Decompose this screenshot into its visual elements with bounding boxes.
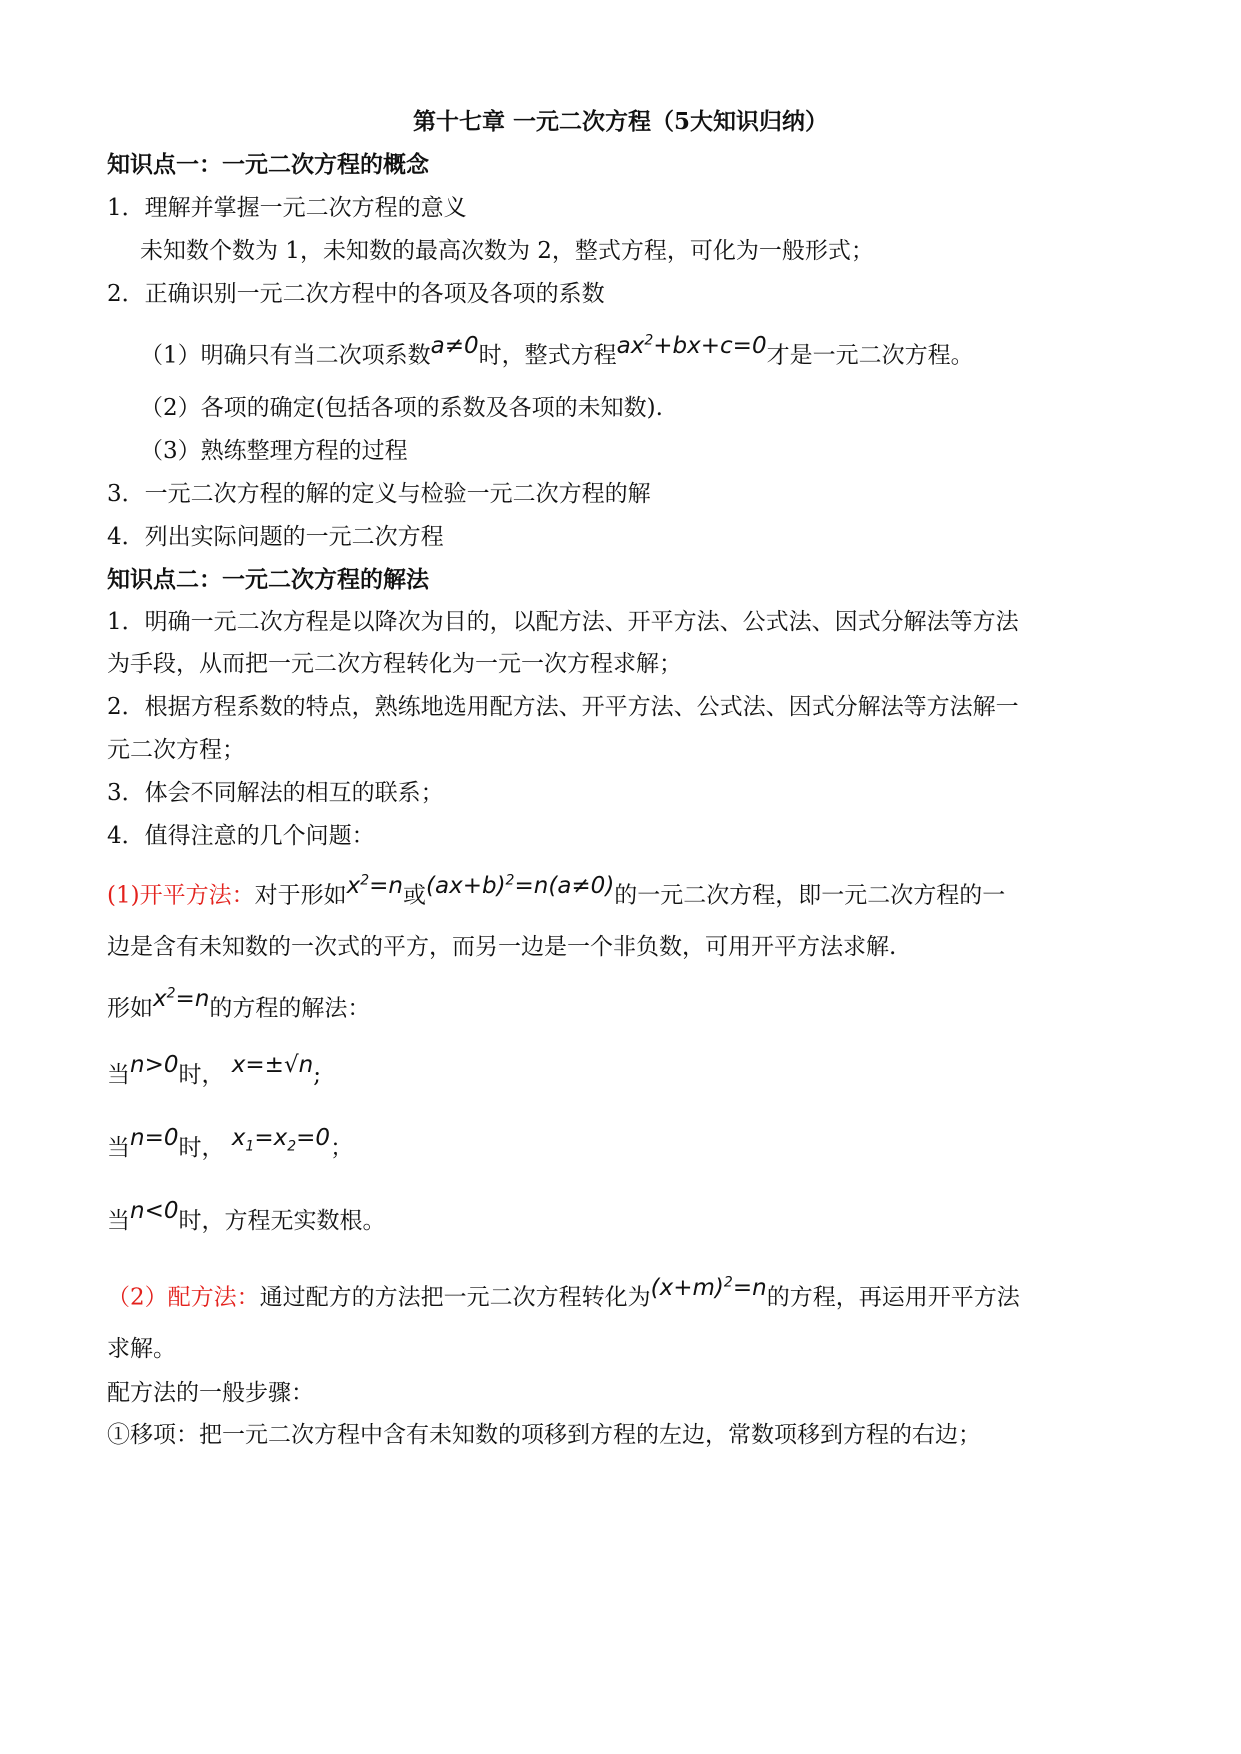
formula-n-eq-0: n=0 <box>130 1125 179 1151</box>
list-item: 3．体会不同解法的相互的联系； <box>107 780 444 806</box>
formula-x2-eq-n: $x^2=n$ <box>153 985 210 1012</box>
list-item: 2．根据方程系数的特点，熟练地选用配方法、开平方法、公式法、因式分解法等方法解一 <box>107 694 1019 720</box>
section-heading-2: 知识点二：一元二次方程的解法 <box>107 566 429 593</box>
case-text: 时， <box>178 1135 225 1161</box>
case-text: 当 <box>107 1208 130 1234</box>
method-text-cont: 边是含有未知数的一次式的平方，而另一边是一个非负数，可用开平方法求解. <box>107 934 897 960</box>
sub-item-2: （2）各项的确定(包括各项的系数及各项的未知数). <box>140 395 663 421</box>
sub-item-text: 时，整式方程 <box>478 342 617 369</box>
sub-item-1 <box>140 332 974 371</box>
method-text-cont: 求解。 <box>107 1336 176 1362</box>
list-item: 1．理解并掌握一元二次方程的意义 <box>107 195 467 221</box>
case-n-positive <box>107 1052 321 1090</box>
formula-general-form: $ax^2+bx+c=0$ <box>616 332 767 359</box>
sub-item-3: （3）熟练整理方程的过程 <box>140 438 408 464</box>
case-text: 时， <box>178 1062 225 1088</box>
method-square-root <box>107 872 1006 911</box>
case-n-zero <box>107 1125 354 1172</box>
list-item: 1．明确一元二次方程是以降次为目的，以配方法、开平方法、公式法、因式分解法等方法 <box>107 609 1019 635</box>
list-item: 3．一元二次方程的解的定义与检验一元二次方程的解 <box>107 481 651 507</box>
method-label: (1)开平方法： <box>107 882 255 909</box>
list-item: 2．正确识别一元二次方程中的各项及各项的系数 <box>107 281 605 307</box>
method-completing-square <box>107 1274 1020 1313</box>
steps-heading: 配方法的一般步骤： <box>107 1380 314 1406</box>
method-text: 或 <box>403 882 426 909</box>
formula-x-m-sq-eq-n: $(x+m)^2=n$ <box>650 1274 767 1301</box>
case-text: 当 <box>107 1135 130 1161</box>
case-n-negative <box>107 1198 386 1236</box>
step-1: ①移项：把一元二次方程中含有未知数的项移到方程的左边，常数项移到方程的右边； <box>107 1422 981 1448</box>
case-text: 时，方程无实数根。 <box>178 1208 386 1234</box>
method-text: 通过配方的方法把一元二次方程转化为 <box>259 1284 651 1311</box>
form-text: 形如 <box>107 995 153 1022</box>
list-item: 4．值得注意的几个问题： <box>107 823 375 849</box>
formula-n-gt-0: n>0 <box>130 1052 179 1078</box>
sub-item-text: 才是一元二次方程。 <box>766 342 974 369</box>
list-item-desc: 未知数个数为 1，未知数的最高次数为 2，整式方程，可化为一般形式； <box>140 238 874 264</box>
formula-x-pm-sqrt-n: x=±√n <box>231 1052 314 1078</box>
list-item-cont: 为手段，从而把一元二次方程转化为一元一次方程求解； <box>107 651 682 677</box>
case-text: ; <box>313 1062 321 1088</box>
formula-a-ne-0: a≠0 <box>430 332 479 359</box>
formula-x1-eq-x2-eq-0: $x_1=x_2=0$ <box>231 1125 331 1155</box>
case-text: ； <box>330 1135 354 1161</box>
method-text: 对于形如 <box>254 882 347 909</box>
method-text: 的一元二次方程，即一元二次方程的一 <box>614 882 1006 909</box>
form-text: 的方程的解法： <box>209 995 371 1022</box>
page-title: 第十七章 一元二次方程（5大知识归纳） <box>412 108 828 135</box>
formula-n-lt-0: n<0 <box>130 1198 179 1224</box>
form-line <box>107 985 371 1024</box>
formula-ax-b-sq: $(ax+b)^2=n(a\ne 0)$ <box>426 872 615 899</box>
method-label: （2）配方法： <box>107 1284 260 1311</box>
sub-item-text: （1）明确只有当二次项系数 <box>140 342 431 369</box>
list-item-cont: 元二次方程； <box>107 737 245 763</box>
case-text: 当 <box>107 1062 130 1088</box>
section-heading-1: 知识点一：一元二次方程的概念 <box>107 151 429 178</box>
formula-x2-eq-n: $x^2=n$ <box>346 872 403 899</box>
list-item: 4．列出实际问题的一元二次方程 <box>107 524 444 550</box>
method-text: 的方程，再运用开平方法 <box>766 1284 1020 1311</box>
